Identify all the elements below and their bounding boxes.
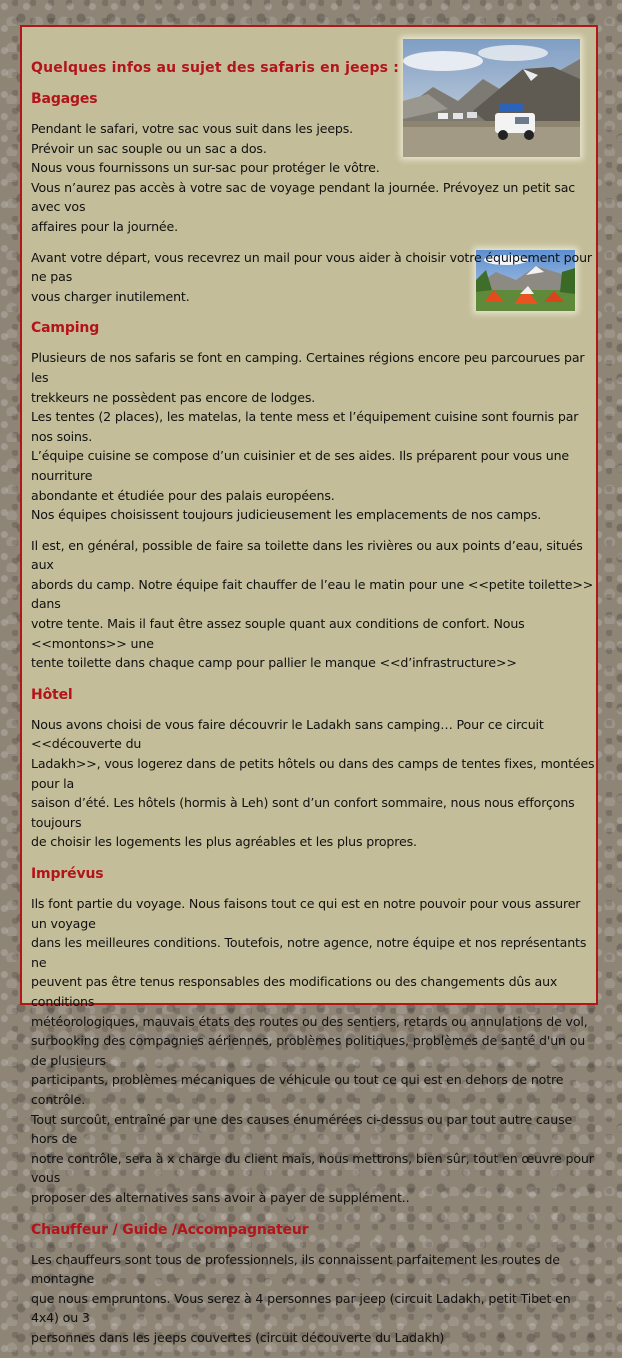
text-line: peuvent pas être tenus responsables des modifications ou des changements dûs aux conditions xyxy=(31,974,558,1009)
text-line: Les chauffeurs sont tous de professionnels, ils connaissent parfaitement les routes de montagne xyxy=(31,1251,560,1287)
text-line: vous charger inutilement. xyxy=(31,288,190,304)
text-line: Avant votre départ, vous recevrez un mail pour vous aider à choisir votre équipement pour ne pas xyxy=(31,249,592,285)
text-line: Il est, en général, possible de faire sa toilette dans les rivières ou aux points d’eau, situés aux xyxy=(31,537,583,573)
text-line: notre contrôle, sera à x charge du client mais, nous mettrons, bien sûr, tout en œuvre pour vous xyxy=(31,1150,594,1186)
text-line: surbooking des compagnies aériennes, problèmes politiques, problèmes de santé d'un ou de plusieurs xyxy=(31,1033,586,1068)
text-line: affaires pour la journée. xyxy=(31,218,178,234)
text-line: Tout surcoût, entraîné par une des causes énumérées ci-dessus ou par tout autre cause hors de xyxy=(31,1111,573,1147)
text-line: L’équipe cuisine se compose d’un cuisinier et de ses aides. Ils préparent pour vous une nourriture xyxy=(31,448,570,483)
content-panel xyxy=(20,25,598,1345)
text-line: saison d’été. Les hôtels (hormis à Leh) sont d’un confort sommaire, nous nous efforçons toujours xyxy=(31,795,575,830)
text-line: Les tentes (2 places), les matelas, la tente mess et l’équipement cuisine sont fournis par nos soins. xyxy=(31,409,579,444)
section-heading-imprevus: Imprévus xyxy=(31,866,104,882)
paragraph xyxy=(31,119,597,237)
text-line: votre tente. Mais il faut être assez souple quant aux conditions de confort. Nous <<montons>> une xyxy=(31,616,525,651)
paragraph xyxy=(31,894,597,1208)
text-line: Ladakh>>, vous logerez dans de petits hôtels ou dans des camps de tentes fixes, montées pour la xyxy=(31,756,595,791)
text-line: météorologiques, mauvais états des routes ou des sentiers, retards ou annulations de vol, xyxy=(31,1013,588,1029)
paragraph xyxy=(31,248,597,307)
text-line: Nous avons choisi de vous faire découvrir le Ladakh sans camping… Pour ce circuit <<découverte du xyxy=(31,716,544,752)
text-line: Vous n’aurez pas accès à votre sac de voyage pendant la journée. Prévoyez un petit sac avec vos xyxy=(31,179,576,215)
section-heading-camping: Camping xyxy=(31,320,100,337)
text-line: proposer des alternatives sans avoir à payer de supplément.. xyxy=(31,1189,410,1205)
text-line: abords du camp. Notre équipe fait chauffer de l’eau le matin pour une <<petite toilette>> dans xyxy=(31,576,594,612)
text-line: Nos équipes choisissent toujours judicieusement les emplacements de nos camps. xyxy=(31,507,542,523)
text-line: Ils font partie du voyage. Nous faisons tout ce qui est en notre pouvoir pour vous assurer un voyage xyxy=(31,896,581,931)
text-line: Prévoir un sac souple ou un sac a dos. xyxy=(31,140,267,156)
paragraph xyxy=(31,1250,597,1348)
paragraph xyxy=(31,348,597,524)
page-title: Quelques infos au sujet des safaris en jeeps : xyxy=(31,60,400,76)
text-line: dans les meilleures conditions. Toutefois, notre agence, notre équipe et nos représentants ne xyxy=(31,935,587,970)
text-line: tente toilette dans chaque camp pour pallier le manque <<d’infrastructure>> xyxy=(31,655,517,671)
text-line: de choisir les logements les plus agréables et les plus propres. xyxy=(31,834,417,850)
text-line: personnes dans les jeeps couvertes (circuit découverte du Ladakh) xyxy=(31,1329,445,1345)
text-line: Pendant le safari, votre sac vous suit dans les jeeps. xyxy=(31,121,354,136)
text-line: participants, problèmes mécaniques de véhicule ou tout ce qui est en dehors de notre contrôle. xyxy=(31,1072,564,1107)
text-line: abondante et étudiée pour des palais européens. xyxy=(31,487,335,503)
text-line: trekkeurs ne possèdent pas encore de lodges. xyxy=(31,389,316,405)
paragraph xyxy=(31,536,597,673)
text-line: Nous vous fournissons un sur-sac pour protéger le vôtre. xyxy=(31,160,380,176)
paragraph xyxy=(31,715,597,852)
text-line: Plusieurs de nos safaris se font en camping. Certaines régions encore peu parcourues par les xyxy=(31,350,585,385)
section-heading-bagages: Bagages xyxy=(31,91,98,107)
section-heading-hotel: Hôtel xyxy=(31,686,73,703)
section-heading-chauffeur: Chauffeur / Guide /Accompagnateur xyxy=(31,1221,309,1238)
text-line: que nous empruntons. Vous serez à 4 personnes par jeep (circuit Ladakh, petit Tibet en 4x4) ou 3 xyxy=(31,1290,571,1326)
article xyxy=(31,57,597,1358)
